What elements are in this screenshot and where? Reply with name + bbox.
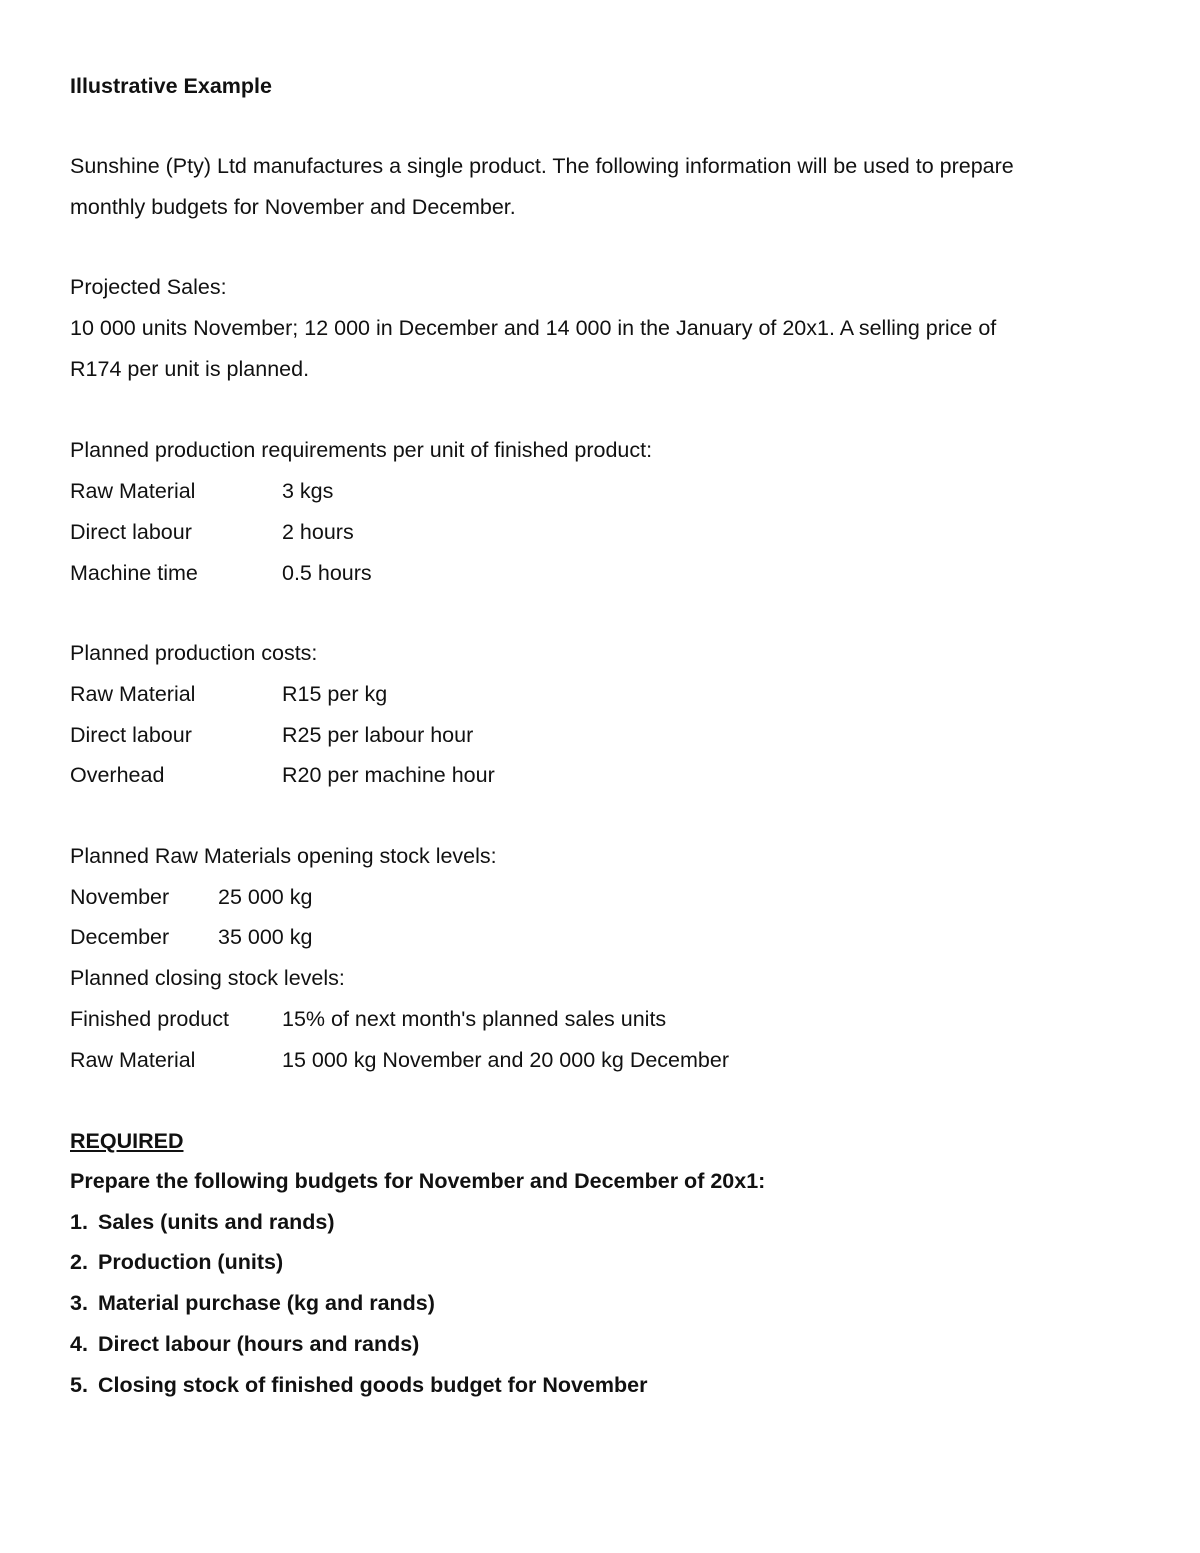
opening-stock-label: December (70, 925, 170, 949)
closing-stock-label: Finished product (70, 1007, 229, 1031)
requirements-row (70, 477, 334, 505)
costs-heading: Planned production costs: (70, 641, 318, 665)
opening-stock-row (70, 923, 313, 951)
required-item-number: 4. (70, 1332, 88, 1356)
costs-value: R20 per machine hour (282, 763, 495, 787)
opening-stock-value: 25 000 kg (218, 885, 313, 909)
costs-row (70, 761, 495, 789)
required-item-text: Production (units) (98, 1250, 284, 1274)
projected-sales-line-1: 10 000 units November; 12 000 in December and 14 000 in the January of 20x1. A selling price of (70, 316, 997, 340)
requirements-value: 0.5 hours (282, 561, 372, 585)
closing-stock-value: 15 000 kg November and 20 000 kg December (282, 1048, 729, 1072)
opening-stock-value: 35 000 kg (218, 925, 313, 949)
required-item-number: 1. (70, 1210, 88, 1234)
requirements-label: Raw Material (70, 479, 196, 503)
requirements-label: Machine time (70, 561, 198, 585)
closing-stock-row (70, 1005, 667, 1033)
required-item-text: Closing stock of finished goods budget for November (98, 1373, 648, 1397)
opening-stock-row (70, 883, 313, 911)
required-instruction: Prepare the following budgets for November and December of 20x1: (70, 1169, 766, 1193)
closing-stock-value: 15% of next month's planned sales units (282, 1007, 667, 1031)
document-title: Illustrative Example (70, 74, 272, 98)
required-heading: REQUIRED (70, 1129, 184, 1153)
costs-value: R15 per kg (282, 682, 388, 706)
required-item (70, 1248, 283, 1276)
intro-line-2: monthly budgets for November and December. (70, 195, 516, 219)
costs-row (70, 680, 388, 708)
required-item (70, 1371, 647, 1399)
opening-stock-label: November (70, 885, 170, 909)
costs-value: R25 per labour hour (282, 723, 474, 747)
required-item (70, 1208, 335, 1236)
closing-stock-row (70, 1046, 729, 1074)
required-item-text: Direct labour (hours and rands) (98, 1332, 420, 1356)
costs-label: Overhead (70, 763, 165, 787)
requirements-value: 2 hours (282, 520, 354, 544)
closing-stock-heading: Planned closing stock levels: (70, 966, 345, 990)
opening-stock-heading: Planned Raw Materials opening stock levels: (70, 844, 497, 868)
projected-sales-line-2: R174 per unit is planned. (70, 357, 310, 381)
required-item (70, 1330, 419, 1358)
requirements-row (70, 518, 354, 546)
required-item-text: Material purchase (kg and rands) (98, 1291, 435, 1315)
required-item-number: 5. (70, 1373, 88, 1397)
required-item (70, 1289, 435, 1317)
required-item-text: Sales (units and rands) (98, 1210, 335, 1234)
costs-row (70, 721, 474, 749)
required-item-number: 3. (70, 1291, 88, 1315)
requirements-row (70, 559, 372, 587)
requirements-heading: Planned production requirements per unit of finished product: (70, 438, 653, 462)
projected-sales-heading: Projected Sales: (70, 275, 227, 299)
required-item-number: 2. (70, 1250, 88, 1274)
costs-label: Direct labour (70, 723, 192, 747)
requirements-value: 3 kgs (282, 479, 334, 503)
closing-stock-label: Raw Material (70, 1048, 196, 1072)
costs-label: Raw Material (70, 682, 196, 706)
intro-line-1: Sunshine (Pty) Ltd manufactures a single product. The following information will be used to prepare (70, 154, 1014, 178)
requirements-label: Direct labour (70, 520, 192, 544)
